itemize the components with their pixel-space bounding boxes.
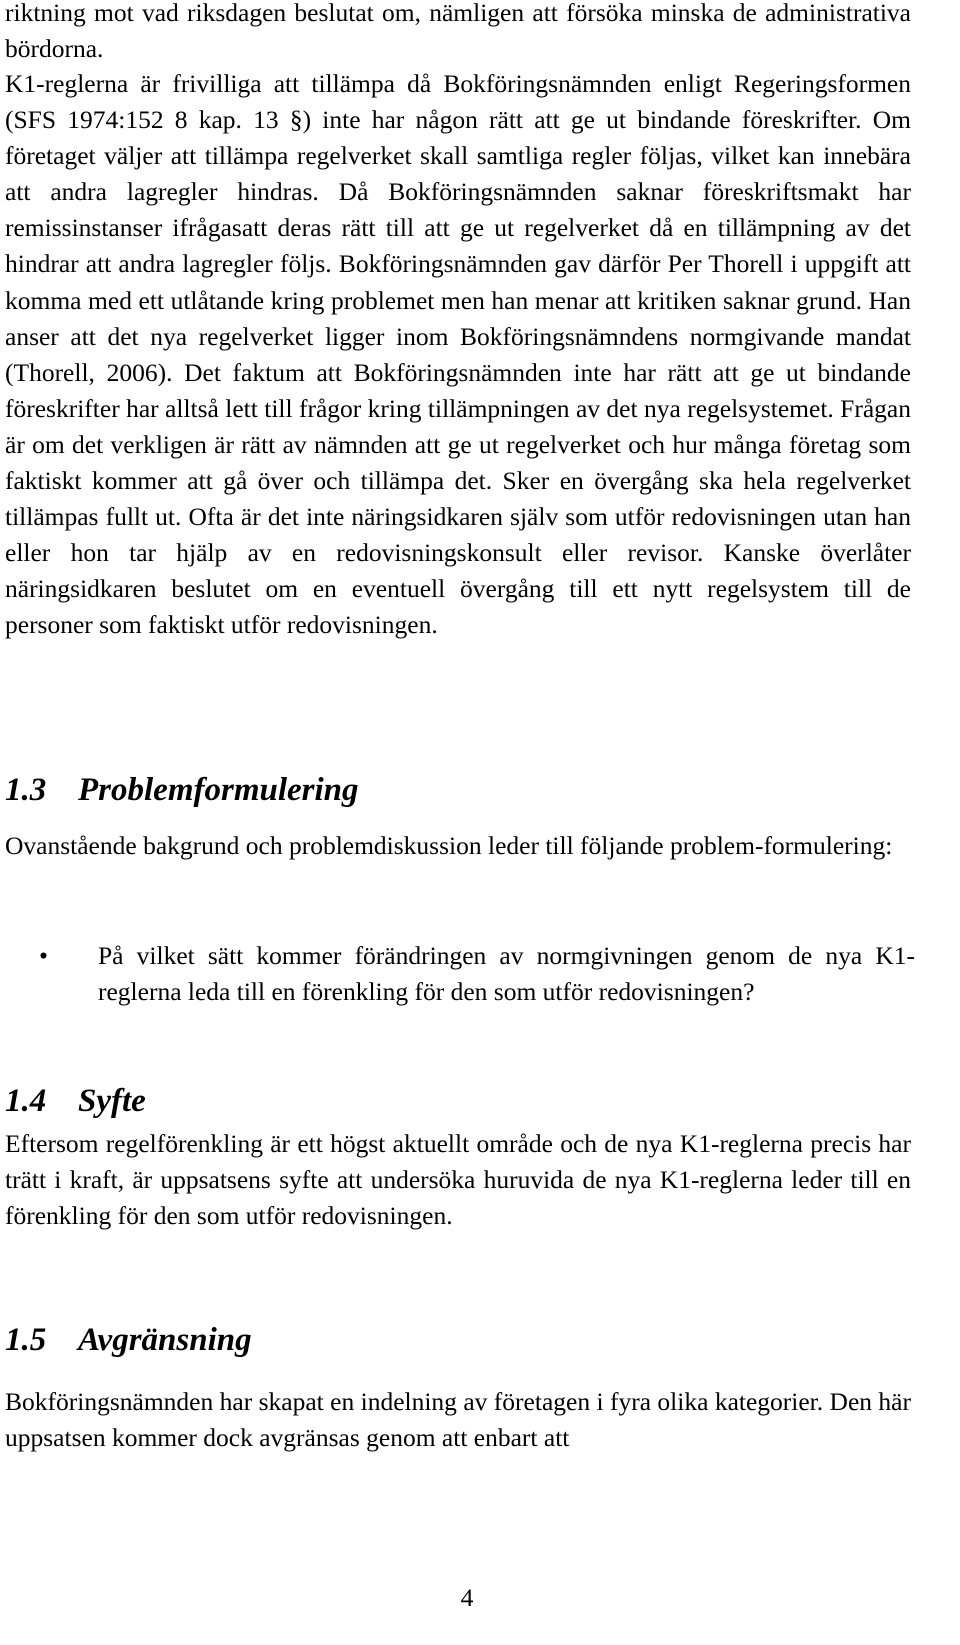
research-question-text: På vilket sätt kommer förändringen av normgivningen genom de nya K1-reglerna leda till en förenkling för den som utför redovisningen?: [98, 941, 915, 1007]
heading-syfte: [5, 1081, 146, 1121]
paragraph-k1-rules: K1-reglerna är frivilliga att tillämpa då Bokföringsnämnden enligt Regeringsformen (SFS 1974:152 8 kap. 13 §) inte har någon rätt att ge ut bindande föreskrifter. Om företaget väljer att tillämpa regelverket skall samtliga regler följas, vilket kan innebära att andra lagregler hindras. Då Bokföringsnämnden saknar föreskriftsmakt har remissinstanser ifrågasatt deras rätt till att ge ut regelverket då en tillämpning av det hindrar att andra lagregler följs. Bokföringsnämnden gav därför Per Thorell i uppgift att komma med ett utlåtande kring problemet men han menar att kritiken saknar grund. Han anser att det nya regelverket ligger inom Bokföringsnämndens normgivande mandat (Thorell, 2006). Det faktum att Bokföringsnämnden inte har rätt att ge ut bindande föreskrifter har alltså lett till frågor kring tillämpningen av det nya regelsystemet. Frågan är om det verkligen är rätt av nämnden att ge ut regelverket och hur många företag som faktiskt kommer att gå över och tillämpa det. Sker en övergång ska hela regelverket tillämpas fullt ut. Ofta är det inte näringsidkaren själv som utför redovisningen utan han eller hon tar hjälp av en redovisningskonsult eller revisor. Kanske överlåter näringsidkaren beslutet om en eventuell övergång till ett nytt regelsystem till de personer som faktiskt utför redovisningen.: [5, 69, 911, 640]
heading-number: 1.5: [5, 1322, 47, 1358]
paragraph-problem-intro: Ovanstående bakgrund och problemdiskussion leder till följande problem-formulering:: [5, 831, 893, 860]
heading-number: 1.4: [5, 1083, 47, 1119]
heading-title: Avgränsning: [78, 1322, 252, 1358]
paragraph-intro-continuation: riktning mot vad riksdagen beslutat om, nämligen att försöka minska de administrativa bördorna.: [5, 0, 911, 64]
heading-title: Problemformulering: [78, 772, 359, 808]
bullet-icon: •: [39, 941, 48, 970]
heading-problemformulering: [5, 770, 359, 810]
list-item: [0, 938, 915, 1010]
paragraph-purpose: Eftersom regelförenkling är ett högst aktuellt område och de nya K1-reglerna precis har trätt i kraft, är uppsatsens syfte att undersöka huruvida de nya K1-reglerna leder till en förenkling för den som utför redovisningen.: [5, 1129, 911, 1231]
heading-avgransning: [5, 1320, 252, 1360]
page-number: 4: [460, 1583, 474, 1612]
paragraph-delimitation: Bokföringsnämnden har skapat en indelning av företagen i fyra olika kategorier. Den här uppsatsen kommer dock avgränsas genom att enbart att: [5, 1387, 911, 1453]
heading-number: 1.3: [5, 772, 47, 808]
heading-title: Syfte: [78, 1083, 146, 1119]
research-question-list: [0, 938, 915, 1010]
